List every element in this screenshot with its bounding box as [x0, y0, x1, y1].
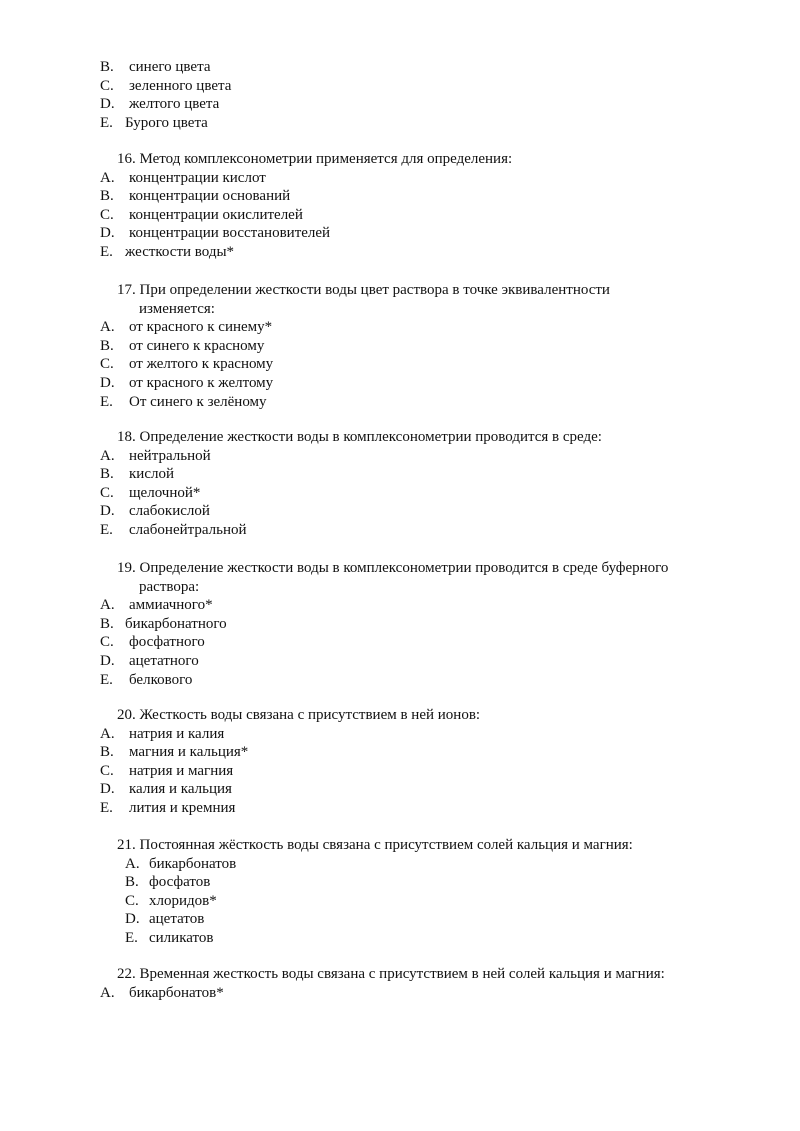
- option-letter: C.: [100, 762, 114, 779]
- question-22: [0, 965, 800, 1002]
- option-text: концентрации восстановителей: [129, 225, 331, 242]
- option-a: [0, 855, 800, 874]
- option-d: [0, 502, 800, 521]
- option-text: концентрации оснований: [129, 188, 291, 205]
- option-text: От синего к зелёному: [129, 393, 267, 410]
- question-16: [0, 150, 800, 262]
- option-text: слабонейтральной: [129, 521, 247, 538]
- option-letter: A.: [100, 447, 115, 464]
- option-text: щелочной*: [129, 484, 201, 501]
- option-letter: A.: [100, 725, 115, 742]
- option-e: [0, 114, 800, 133]
- question-title: 20. Жесткость воды связана с присутствием в ней ионов:: [117, 707, 481, 723]
- option-letter: E.: [100, 671, 113, 688]
- option-text: лития и кремния: [129, 799, 236, 816]
- option-text: белкового: [129, 671, 193, 688]
- option-letter: D.: [100, 652, 115, 669]
- option-b: [0, 58, 800, 77]
- option-c: [0, 77, 800, 96]
- option-letter: D.: [100, 781, 115, 798]
- option-text: от желтого к красному: [129, 356, 274, 373]
- option-c: [0, 484, 800, 503]
- option-a: [0, 984, 800, 1003]
- option-text: ацетатного: [129, 652, 199, 669]
- option-letter: A.: [125, 855, 140, 872]
- option-letter: E.: [100, 799, 113, 816]
- option-a: [0, 596, 800, 615]
- option-b: [0, 337, 800, 356]
- option-letter: E.: [100, 243, 113, 260]
- option-e: [0, 929, 800, 948]
- option-letter: D.: [100, 96, 115, 113]
- option-letter: B.: [100, 615, 114, 632]
- question-title-continued: изменяется:: [139, 300, 215, 317]
- option-letter: D.: [100, 503, 115, 520]
- question-title: 18. Определение жесткости воды в комплексонометрии проводится в среде:: [117, 429, 602, 445]
- option-text: хлоридов*: [149, 892, 217, 909]
- option-c: [0, 892, 800, 911]
- option-c: [0, 355, 800, 374]
- option-b: [0, 615, 800, 634]
- question-title: 22. Временная жесткость воды связана с присутствием в ней солей кальция и магния:: [117, 966, 665, 982]
- option-letter: A.: [100, 319, 115, 336]
- option-text: калия и кальция: [129, 781, 232, 798]
- option-text: кислой: [129, 466, 174, 483]
- option-text: фосфатов: [149, 874, 211, 891]
- option-letter: D.: [100, 374, 115, 391]
- option-a: [0, 447, 800, 466]
- option-text: магния и кальция*: [129, 744, 249, 761]
- option-e: [0, 799, 800, 818]
- option-letter: C.: [100, 206, 114, 223]
- option-d: [0, 910, 800, 929]
- option-a: [0, 725, 800, 744]
- option-e: [0, 243, 800, 262]
- option-d: [0, 374, 800, 393]
- option-b: [0, 187, 800, 206]
- option-letter: A.: [100, 984, 115, 1001]
- option-letter: B.: [100, 744, 114, 761]
- option-a: [0, 318, 800, 337]
- option-d: [0, 95, 800, 114]
- option-text: Бурого цвета: [125, 114, 208, 131]
- option-b: [0, 465, 800, 484]
- option-text: ацетатов: [149, 911, 205, 928]
- question-title: 17. При определении жесткости воды цвет раствора в точке эквивалентности: [117, 282, 610, 298]
- question-title: 21. Постоянная жёсткость воды связана с присутствием солей кальция и магния:: [117, 837, 633, 853]
- option-letter: D.: [100, 225, 115, 242]
- option-a: [0, 169, 800, 188]
- option-text: жесткости воды*: [125, 243, 235, 260]
- option-letter: E.: [100, 521, 113, 538]
- option-text: концентрации кислот: [129, 169, 266, 186]
- option-letter: E.: [100, 114, 113, 131]
- option-letter: C.: [100, 77, 114, 94]
- option-text: бикарбонатного: [125, 615, 227, 632]
- option-letter: B.: [100, 466, 114, 483]
- option-letter: C.: [100, 356, 114, 373]
- option-text: от красного к желтому: [129, 374, 274, 391]
- option-e: [0, 671, 800, 690]
- option-letter: C.: [100, 484, 114, 501]
- option-letter: B.: [100, 337, 114, 354]
- option-text: концентрации окислителей: [129, 206, 303, 223]
- option-text: от красного к синему*: [129, 319, 273, 336]
- option-b: [0, 873, 800, 892]
- option-c: [0, 633, 800, 652]
- option-letter: D.: [125, 911, 140, 928]
- option-letter: E.: [125, 929, 138, 946]
- option-text: от синего к красному: [129, 337, 265, 354]
- option-d: [0, 224, 800, 243]
- option-text: желтого цвета: [129, 96, 220, 113]
- option-text: зеленного цвета: [129, 77, 232, 94]
- option-text: бикарбонатов: [149, 855, 237, 872]
- option-letter: B.: [100, 59, 114, 75]
- option-e: [0, 393, 800, 412]
- option-letter: C.: [100, 634, 114, 651]
- option-d: [0, 780, 800, 799]
- option-letter: E.: [100, 393, 113, 410]
- option-d: [0, 652, 800, 671]
- option-text: слабокислой: [129, 503, 210, 520]
- option-letter: B.: [125, 874, 139, 891]
- question-21: [0, 836, 800, 948]
- option-letter: B.: [100, 188, 114, 205]
- question-20: [0, 706, 800, 818]
- option-b: [0, 743, 800, 762]
- option-text: силикатов: [149, 929, 214, 946]
- question-18: [0, 428, 800, 540]
- option-text: синего цвета: [129, 59, 211, 75]
- question-title: 16. Метод комплексонометрии применяется для определения:: [117, 151, 513, 167]
- option-text: нейтральной: [129, 447, 211, 464]
- option-e: [0, 521, 800, 540]
- option-text: бикарбонатов*: [129, 984, 224, 1001]
- option-c: [0, 762, 800, 781]
- option-letter: C.: [125, 892, 139, 909]
- question-17: [0, 281, 800, 411]
- question-15-options: [0, 58, 800, 132]
- option-letter: A.: [100, 597, 115, 614]
- option-letter: A.: [100, 169, 115, 186]
- option-text: натрия и калия: [129, 725, 225, 742]
- question-title: 19. Определение жесткости воды в комплексонометрии проводится в среде буферного: [117, 560, 669, 576]
- option-text: натрия и магния: [129, 762, 234, 779]
- option-text: аммиачного*: [129, 597, 213, 614]
- option-c: [0, 206, 800, 225]
- option-text: фосфатного: [129, 634, 205, 651]
- question-title-continued: раствора:: [139, 578, 200, 595]
- question-19: [0, 559, 800, 689]
